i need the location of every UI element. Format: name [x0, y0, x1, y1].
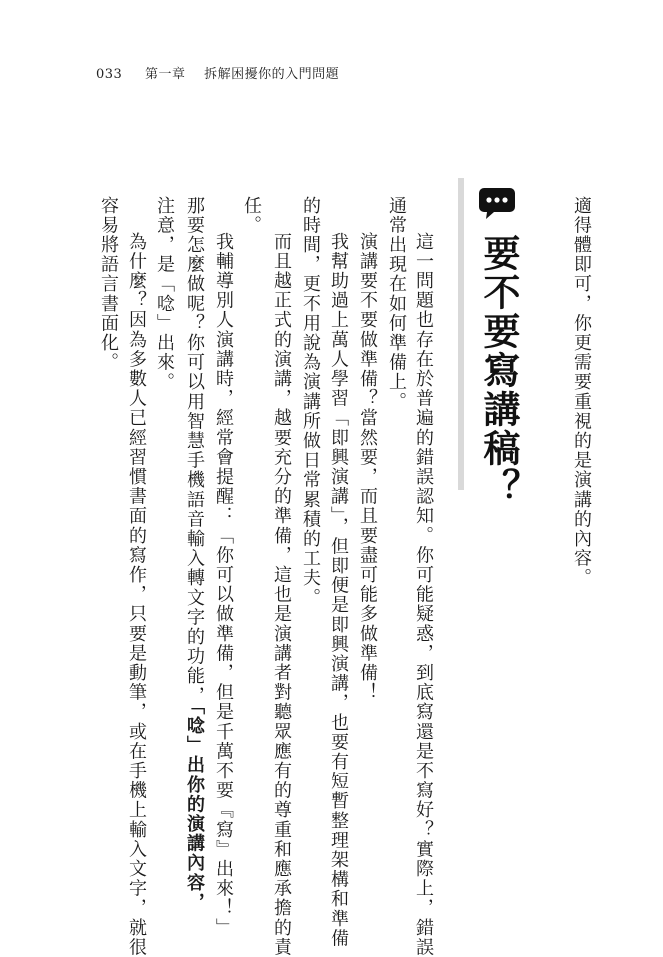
text-column-8: 任。 — [241, 196, 262, 236]
section-heading: 要不要寫講稿？ — [477, 234, 520, 507]
chapter-label: 第一章 — [144, 67, 186, 82]
text-column-1: 適得體即可，你更需要重視的是演講的內容。 — [571, 196, 592, 588]
chapter-title: 拆解困擾你的入門問題 — [204, 67, 340, 82]
text-column-6: 的時間，更不用說為演講所做日常累積的工夫。 — [300, 196, 321, 608]
text-run: 那要怎麼做呢？你可以用智慧手機語音輸入轉文字的功能， — [184, 196, 205, 706]
running-header — [96, 63, 339, 82]
text-run: 出來。 — [154, 333, 175, 393]
speech-bubble-icon — [478, 186, 516, 220]
text-column-3: 通常出現在如何準備上。 — [386, 196, 407, 412]
text-column-11 — [151, 196, 177, 392]
text-column-13: 容易將語言書面化。 — [98, 196, 119, 373]
text-column-4: 演講要不要做準備？當然要，而且要盡可能多做準備！ — [357, 232, 378, 703]
emphasis-text: 「唸」出你的演講內容， — [184, 705, 205, 913]
text-column-7: 而且越正式的演講，越要充分的準備，這也是演講者對聽眾應有的尊重和應承擔的責 — [271, 232, 292, 957]
page-number: 033 — [96, 67, 123, 82]
text-column-5: 我幫助過上萬人學習「即興演講」，但即便是即興演講，也要有短暫整理架構和準備 — [328, 232, 349, 949]
text-column-2: 這一問題也存在於普遍的錯誤認知。你可能疑惑，到底寫還是不寫好？實際上，錯誤 — [413, 232, 434, 957]
text-column-10 — [181, 196, 207, 912]
quoted-text: 「唸」 — [154, 274, 175, 334]
text-column-9: 我輔導別人演講時，經常會提醒：「你可以做準備，但是千萬不要『寫』出來！」 — [213, 232, 234, 938]
text-column-12: 為什麼？因為多數人已經習慣書面的寫作，只要是動筆，或在手機上輸入文字，就很 — [126, 232, 147, 957]
heading-accent-bar — [458, 178, 464, 490]
text-run: 注意，是 — [154, 196, 175, 275]
